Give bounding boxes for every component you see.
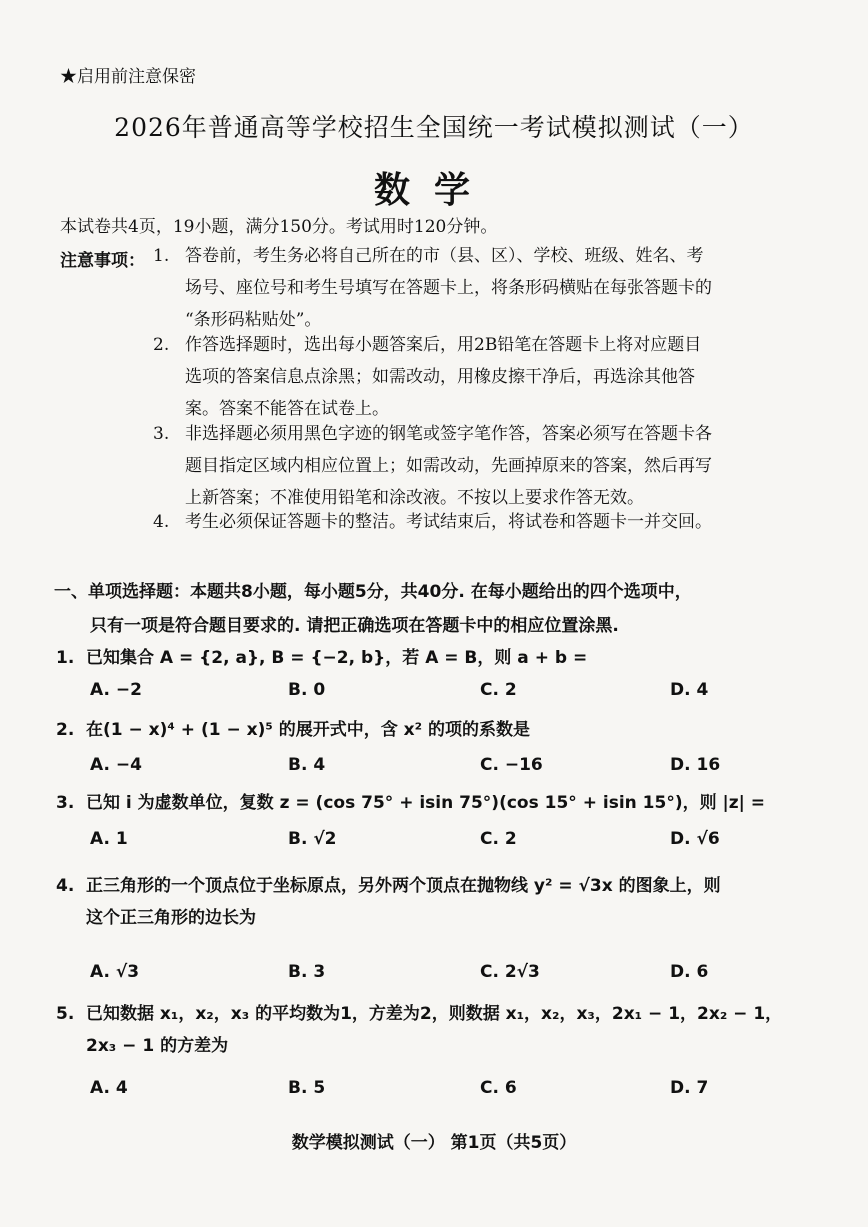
note-line: 场号、座位号和考生号填写在答题卡上，将条形码横贴在每张答题卡的 xyxy=(185,278,712,298)
option-b: B. 0 xyxy=(288,680,326,700)
question-4 xyxy=(56,870,721,934)
page-footer: 数学模拟测试（一） 第1页（共5页） xyxy=(291,1133,577,1153)
option-a: A. −2 xyxy=(90,680,142,700)
option-c: C. 6 xyxy=(480,1078,517,1098)
note-item xyxy=(153,240,793,336)
option-b: B. 3 xyxy=(288,962,326,982)
exam-intro: 本试卷共4页，19小题，满分150分。考试用时120分钟。 xyxy=(60,217,498,237)
question-5-options xyxy=(90,1078,830,1108)
note-line: “条形码粘贴处”。 xyxy=(185,310,322,330)
option-a: A. √3 xyxy=(90,962,140,982)
section-heading-line: 只有一项是符合题目要求的. 请把正确选项在答题卡中的相应位置涂黑. xyxy=(90,616,619,636)
note-item xyxy=(153,506,793,538)
note-line: 答卷前，考生务必将自己所在的市（县、区）、学校、班级、姓名、考 xyxy=(185,246,704,266)
question-text: 正三角形的一个顶点位于坐标原点，另外两个顶点在抛物线 y² = √3x 的图象上，则 xyxy=(86,876,721,896)
question-3 xyxy=(56,787,765,819)
question-4-options xyxy=(90,962,830,992)
note-line: 题目指定区域内相应位置上；如需改动，先画掉原来的答案，然后再写 xyxy=(185,456,712,476)
section-heading-line: 一、单项选择题：本题共8小题，每小题5分，共40分. 在每小题给出的四个选项中， xyxy=(54,582,692,602)
note-item xyxy=(153,329,793,425)
option-b: B. 4 xyxy=(288,755,326,775)
option-c: C. 2 xyxy=(480,680,517,700)
question-1-options xyxy=(90,680,830,710)
question-text: 已知 i 为虚数单位，复数 z = (cos 75° + isin 75°)(cos 15° + isin 15°)，则 |z| = xyxy=(86,793,765,813)
question-5 xyxy=(56,998,782,1062)
question-2-options xyxy=(90,755,830,785)
confidential-mark: ★启用前注意保密 xyxy=(60,67,196,87)
option-b: B. √2 xyxy=(288,829,337,849)
option-d: D. 4 xyxy=(670,680,709,700)
option-d: D. 6 xyxy=(670,962,709,982)
note-line: 考生必须保证答题卡的整洁。考试结束后，将试卷和答题卡一并交回。 xyxy=(185,512,712,532)
option-c: C. −16 xyxy=(480,755,543,775)
option-c: C. 2√3 xyxy=(480,962,540,982)
question-number: 4. xyxy=(56,876,75,896)
option-c: C. 2 xyxy=(480,829,517,849)
option-b: B. 5 xyxy=(288,1078,326,1098)
question-text: 已知数据 x₁，x₂，x₃ 的平均数为1，方差为2，则数据 x₁，x₂，x₃，2x₁ − 1，2x₂ − 1， xyxy=(86,1004,783,1024)
question-2 xyxy=(56,714,530,746)
note-line: 作答选择题时，选出每小题答案后，用2B铅笔在答题卡上将对应题目 xyxy=(185,335,702,355)
note-number: 2. xyxy=(153,335,170,355)
notes-label: 注意事项： xyxy=(60,251,145,271)
question-number: 1. xyxy=(56,648,75,668)
option-d: D. 7 xyxy=(670,1078,709,1098)
option-a: A. 1 xyxy=(90,829,128,849)
note-line: 选项的答案信息点涂黑；如需改动，用橡皮擦干净后，再选涂其他答 xyxy=(185,367,695,387)
question-text: 2x₃ − 1 的方差为 xyxy=(86,1036,229,1056)
question-number: 2. xyxy=(56,720,75,740)
question-number: 3. xyxy=(56,793,75,813)
subject-title: 数学 xyxy=(373,170,494,211)
option-a: A. 4 xyxy=(90,1078,128,1098)
note-number: 3. xyxy=(153,424,170,444)
note-item xyxy=(153,418,793,514)
option-d: D. 16 xyxy=(670,755,721,775)
question-text: 这个正三角形的边长为 xyxy=(86,908,256,928)
question-text: 已知集合 A = {2, a}, B = {−2, b}，若 A = B，则 a + b = xyxy=(86,648,588,668)
option-d: D. √6 xyxy=(670,829,720,849)
section-heading xyxy=(54,575,824,643)
question-1 xyxy=(56,642,587,674)
option-a: A. −4 xyxy=(90,755,142,775)
question-text: 在(1 − x)⁴ + (1 − x)⁵ 的展开式中，含 x² 的项的系数是 xyxy=(86,720,530,740)
note-number: 1. xyxy=(153,246,170,266)
question-number: 5. xyxy=(56,1004,75,1024)
note-line: 上新答案；不准使用铅笔和涂改液。不按以上要求作答无效。 xyxy=(185,488,644,508)
exam-title: 2026年普通高等学校招生全国统一考试模拟测试（一） xyxy=(114,113,754,142)
note-number: 4. xyxy=(153,512,170,532)
question-3-options xyxy=(90,829,830,859)
note-line: 案。答案不能答在试卷上。 xyxy=(185,399,389,419)
note-line: 非选择题必须用黑色字迹的钢笔或签字笔作答，答案必须写在答题卡各 xyxy=(185,424,712,444)
